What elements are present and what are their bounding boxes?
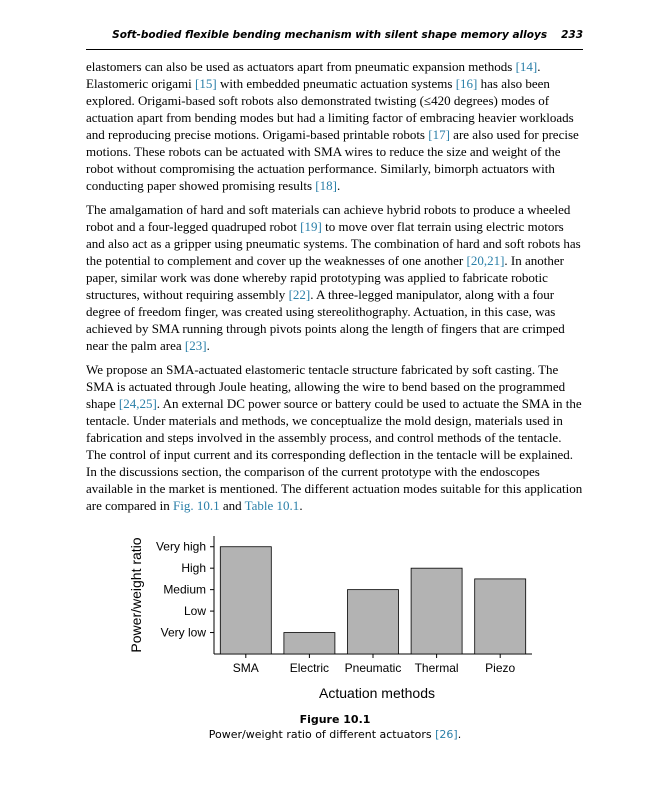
text-run: . An external DC power source or battery could be used to actuate the SMA in the tentacle. Under materials and methods, we conceptualize the mold design, materials used in fabrication and steps involved in the assembly process, and control methods of the tentacle. The control of input current and its corresponding deflection in the tentacle will be explained. In the discussions section, the comparison of the current prototype with the endoscopes available in the market is mentioned. The different actuation modes suitable for this application are compared in — [86, 396, 583, 513]
text-run: . Elastomeric origami — [86, 59, 541, 91]
running-header — [86, 29, 583, 50]
y-tick-label: Low — [183, 604, 206, 619]
caption-text — [209, 728, 461, 741]
power-weight-chart — [120, 530, 540, 710]
text-run: are also used for precise motions. These robots can be actuated with SMA wires to reduce the size and weight of the robot without compromising the actuation performance. Similarly, bimorph actuators with conducting paper showed promising results — [86, 127, 579, 193]
text-run: . — [206, 338, 210, 353]
x-tick-label: Pneumatic — [344, 661, 402, 675]
text-run: . — [457, 728, 462, 741]
citation-link[interactable]: Fig. 10.1 — [172, 498, 220, 513]
figure-10-1 — [120, 530, 540, 710]
bar-sma — [220, 547, 271, 654]
y-tick-label: Medium — [163, 582, 206, 597]
y-tick-label: High — [181, 561, 206, 576]
body-text — [86, 58, 584, 521]
text-run: The amalgamation of hard and soft materials can achieve hybrid robots to produce a wheeled robot and a four-legged quadruped robot — [86, 202, 571, 234]
text-run: Power/weight ratio of different actuators — [208, 728, 436, 741]
text-run: elastomers can also be used as actuators apart from pneumatic expansion methods — [86, 59, 516, 74]
figure-caption — [86, 712, 584, 742]
x-tick-label: Thermal — [414, 661, 459, 675]
bar-electric — [284, 633, 335, 654]
text-run: . — [299, 498, 303, 513]
citation-link[interactable]: [22] — [288, 287, 311, 302]
text-run: and — [219, 498, 245, 513]
text-run: We propose an SMA-actuated elastomeric tentacle structure fabricated by soft casting. The SMA is actuated through Joule heating, allowing the wire to bend based on the programmed shape — [86, 362, 566, 411]
citation-link[interactable]: Table 10.1 — [244, 498, 300, 513]
running-title: Soft-bodied flexible bending mechanism with silent shape memory alloys — [112, 29, 548, 41]
y-tick-label: Very high — [155, 539, 206, 554]
citation-link[interactable]: [18] — [315, 178, 337, 193]
x-tick-label: SMA — [232, 661, 259, 675]
citation-link[interactable]: [23] — [184, 338, 207, 353]
citation-link[interactable]: [19] — [300, 219, 322, 234]
figure-label: Figure 10.1 — [299, 713, 371, 726]
citation-link[interactable]: [26] — [435, 728, 458, 741]
paragraph-3 — [86, 361, 584, 514]
citation-link[interactable]: [15] — [195, 76, 217, 91]
x-tick-label: Electric — [289, 661, 330, 675]
citation-link[interactable]: [17] — [428, 127, 450, 142]
citation-link[interactable]: [24,25] — [118, 396, 157, 411]
x-tick-label: Piezo — [485, 661, 516, 675]
y-tick-label: Very low — [160, 625, 206, 640]
bar-piezo — [475, 579, 526, 654]
citation-link[interactable]: [20,21] — [466, 253, 505, 268]
paragraph-2 — [86, 201, 584, 354]
citation-link[interactable]: [14] — [515, 59, 538, 74]
text-run: . A three-legged manipulator, along with a four degree of freedom finger, was created using stereolithography. Actuation, in this case, was achieved by SMA running through pivots points along the length of fingers that are crimped near the palm area — [86, 287, 565, 353]
paragraph-1 — [86, 58, 584, 194]
page-number: 233 — [561, 29, 583, 41]
y-axis-title: Power/weight ratio — [128, 537, 144, 653]
bar-pneumatic — [348, 590, 399, 654]
text-run: with embedded pneumatic actuation systems — [216, 76, 456, 91]
text-run: . — [336, 178, 341, 193]
text-run: to move over flat terrain using electric motors and also act as a gripper using pneumatic systems. The combination of hard and soft robots has the potential to complement and cover up the weaknesses of one another — [86, 219, 581, 268]
text-run: . In another paper, similar work was done whereby rapid prototyping was applied to fabricate robotic structures, without requiring assembly — [86, 253, 564, 302]
text-run: has also been explored. Origami-based soft robots also demonstrated twisting (≤420 degrees) modes of actuation apart from bending modes but had a limiting factor of embracing heavier workloads and reproducing precise motions. Origami-based printable robots — [86, 76, 574, 142]
x-axis-title: Actuation methods — [319, 685, 435, 701]
citation-link[interactable]: [16] — [455, 76, 478, 91]
bar-thermal — [411, 568, 462, 654]
